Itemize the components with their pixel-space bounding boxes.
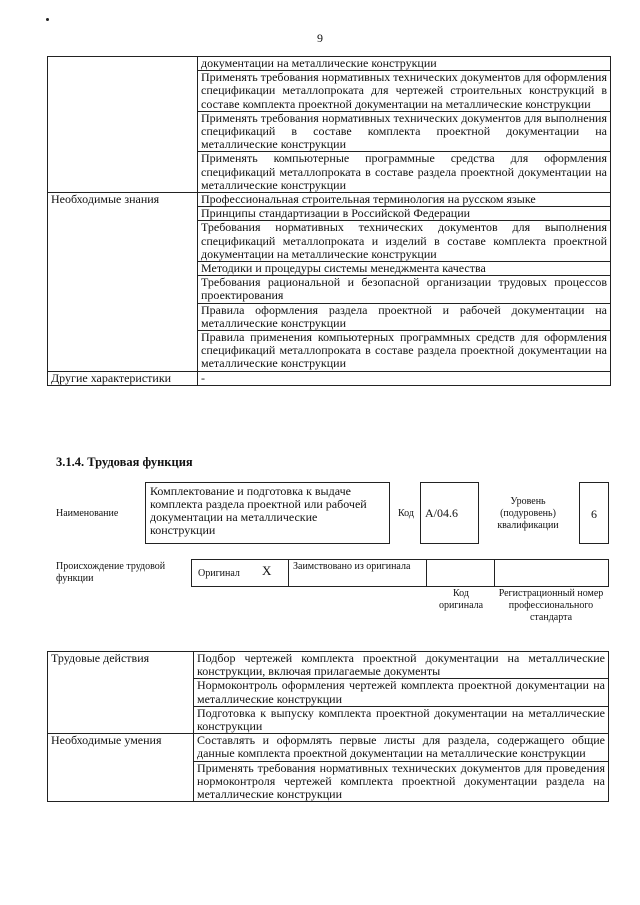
code-box xyxy=(420,482,479,544)
table-row xyxy=(48,57,611,71)
row-label xyxy=(48,57,198,193)
table-row xyxy=(48,652,609,679)
requirement-text: Профессиональная строительная терминология на русском языке xyxy=(198,193,611,207)
requirement-text: документации на металлические конструкции xyxy=(198,57,611,71)
requirements-table xyxy=(47,56,611,386)
row-label: Необходимые умения xyxy=(48,734,194,802)
function-name-box xyxy=(145,482,390,544)
code-original-cell xyxy=(426,559,495,587)
function-name-value: Комплектование и подготовка к выдаче комплекта раздела проектной или рабочей документации на металлические конструкции xyxy=(150,484,367,537)
row-label: Трудовые действия xyxy=(48,652,194,734)
level-box xyxy=(579,482,609,544)
requirement-text: Нормоконтроль оформления чертежей комплекта проектной документации на металлические конструкции xyxy=(194,679,609,706)
page-number: 9 xyxy=(317,31,323,45)
requirement-text: Требования рациональной и безопасной организации трудовых процессов проектирования xyxy=(198,276,611,303)
level-label: Уровень (подуровень) квалификации xyxy=(497,496,559,531)
section-heading: 3.1.4. Трудовая функция xyxy=(56,455,193,469)
requirement-text: Составлять и оформлять первые листы для раздела, содержащего общие данные комплекта проектной документации на металлические конструкции xyxy=(194,734,609,761)
name-label: Наименование xyxy=(56,508,119,519)
row-label: Необходимые знания xyxy=(48,193,198,372)
borrowed-label: Заимствовано из оригинала xyxy=(293,561,411,572)
requirement-text: Подготовка к выпуску комплекта проектной документации на металлические конструкции xyxy=(194,706,609,733)
table-row xyxy=(48,193,611,207)
borrowed-cell xyxy=(288,559,427,587)
requirement-text: Методики и процедуры системы менеджмента качества xyxy=(198,262,611,276)
requirement-text: Применять требования нормативных технических документов для оформления спецификации металлопроката для чертежей строительных конструкций в составе комплекта проектной документации на металлические конструкции xyxy=(198,71,611,112)
requirement-text: Правила применения компьютерных программных средств для оформления спецификаций металлопроката в составе раздела проектной документации на металлические конструкции xyxy=(198,331,611,372)
table-row xyxy=(48,734,609,761)
level-value: 6 xyxy=(591,507,597,521)
code-original-label: Код оригинала xyxy=(438,588,484,611)
reg-number-label: Регистрационный номер профессионального стандарта xyxy=(498,588,604,623)
actions-table xyxy=(47,651,609,802)
requirement-text: Применять требования нормативных технических документов для проведения нормоконтроля чертежей комплекта проектной документации раздела на металлические конструкции xyxy=(194,761,609,802)
row-label: Другие характеристики xyxy=(48,371,198,385)
reg-number-cell xyxy=(494,559,609,587)
requirement-text: Применять компьютерные программные средства для оформления спецификаций металлопроката в составе раздела проектной документации на металлические конструкции xyxy=(198,152,611,193)
requirement-text: Принципы стандартизации в Российской Федерации xyxy=(198,207,611,221)
requirement-text: Требования нормативных технических документов для выполнения спецификаций металлопроката и изделий в составе комплекта проектной документации на металлические конструкции xyxy=(198,221,611,262)
requirement-text: - xyxy=(198,371,611,385)
requirement-text: Применять требования нормативных технических документов для выполнения спецификаций в составе комплекта проектной документации на металлические конструкции xyxy=(198,111,611,152)
original-label: Оригинал xyxy=(198,568,240,579)
table-row xyxy=(48,371,611,385)
scan-mark xyxy=(46,18,49,21)
original-cell xyxy=(191,559,289,587)
code-value: А/04.6 xyxy=(425,506,458,520)
requirement-text: Подбор чертежей комплекта проектной документации на металлические конструкции, включая прилагаемые документы xyxy=(194,652,609,679)
original-mark: Х xyxy=(262,563,272,578)
code-label: Код xyxy=(398,508,414,519)
requirement-text: Правила оформления раздела проектной и рабочей документации на металлические конструкции xyxy=(198,303,611,330)
origin-label: Происхождение трудовой функции xyxy=(56,561,166,584)
